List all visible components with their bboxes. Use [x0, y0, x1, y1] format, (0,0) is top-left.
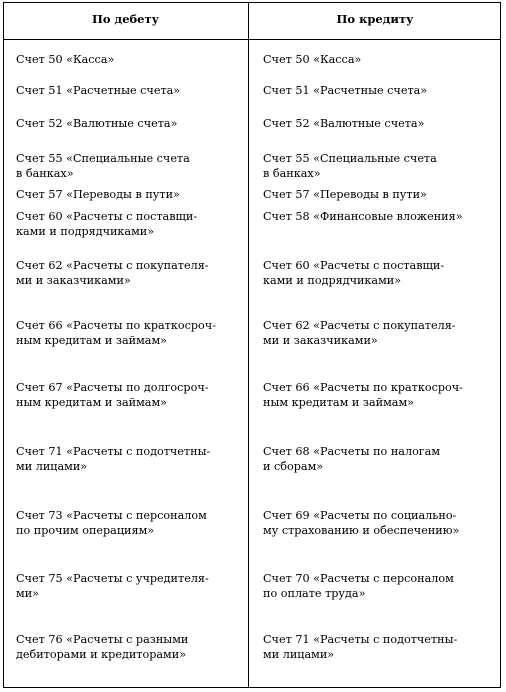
credit-entry: Счет 55 «Специальные счета в банках»	[263, 152, 437, 180]
credit-entry: Счет 52 «Валютные счета»	[263, 117, 425, 130]
debit-entry: Счет 50 «Касса»	[16, 53, 115, 66]
credit-entry: Счет 60 «Расчеты с поставщи- ками и подрядчиками»	[263, 259, 445, 287]
credit-entry: Счет 51 «Расчетные счета»	[263, 84, 428, 97]
debit-entry: Счет 62 «Расчеты с покупателя- ми и заказчиками»	[16, 259, 209, 287]
table-header-row	[3, 2, 501, 40]
column-divider	[248, 2, 249, 688]
credit-entry: Счет 69 «Расчеты по социально- му страхованию и обеспечению»	[263, 509, 460, 537]
debit-entry: Счет 71 «Расчеты с подотчетны- ми лицами»	[16, 445, 211, 473]
header-debit: По дебету	[92, 12, 159, 26]
debit-entry: Счет 73 «Расчеты с персоналом по прочим операциям»	[16, 509, 207, 537]
credit-entry: Счет 58 «Финансовые вложения»	[263, 210, 463, 223]
credit-entry: Счет 57 «Переводы в пути»	[263, 188, 427, 201]
debit-entry: Счет 76 «Расчеты с разными дебиторами и кредиторами»	[16, 633, 189, 661]
debit-entry: Счет 57 «Переводы в пути»	[16, 188, 180, 201]
debit-entry: Счет 66 «Расчеты по краткосроч- ным кредитам и займам»	[16, 319, 216, 347]
credit-entry: Счет 70 «Расчеты с персоналом по оплате труда»	[263, 572, 454, 600]
credit-entry: Счет 50 «Касса»	[263, 53, 362, 66]
debit-entry: Счет 67 «Расчеты по долгосроч- ным кредитам и займам»	[16, 381, 209, 409]
credit-entry: Счет 66 «Расчеты по краткосроч- ным кредитам и займам»	[263, 381, 463, 409]
debit-entry: Счет 75 «Расчеты с учредителя- ми»	[16, 572, 209, 600]
credit-entry: Счет 68 «Расчеты по налогам и сборам»	[263, 445, 441, 473]
credit-entry: Счет 62 «Расчеты с покупателя- ми и заказчиками»	[263, 319, 456, 347]
debit-entry: Счет 51 «Расчетные счета»	[16, 84, 181, 97]
debit-entry: Счет 60 «Расчеты с поставщи- ками и подрядчиками»	[16, 210, 198, 238]
header-credit: По кредиту	[336, 12, 414, 26]
credit-entry: Счет 71 «Расчеты с подотчетны- ми лицами»	[263, 633, 458, 661]
debit-entry: Счет 52 «Валютные счета»	[16, 117, 178, 130]
debit-entry: Счет 55 «Специальные счета в банках»	[16, 152, 190, 180]
